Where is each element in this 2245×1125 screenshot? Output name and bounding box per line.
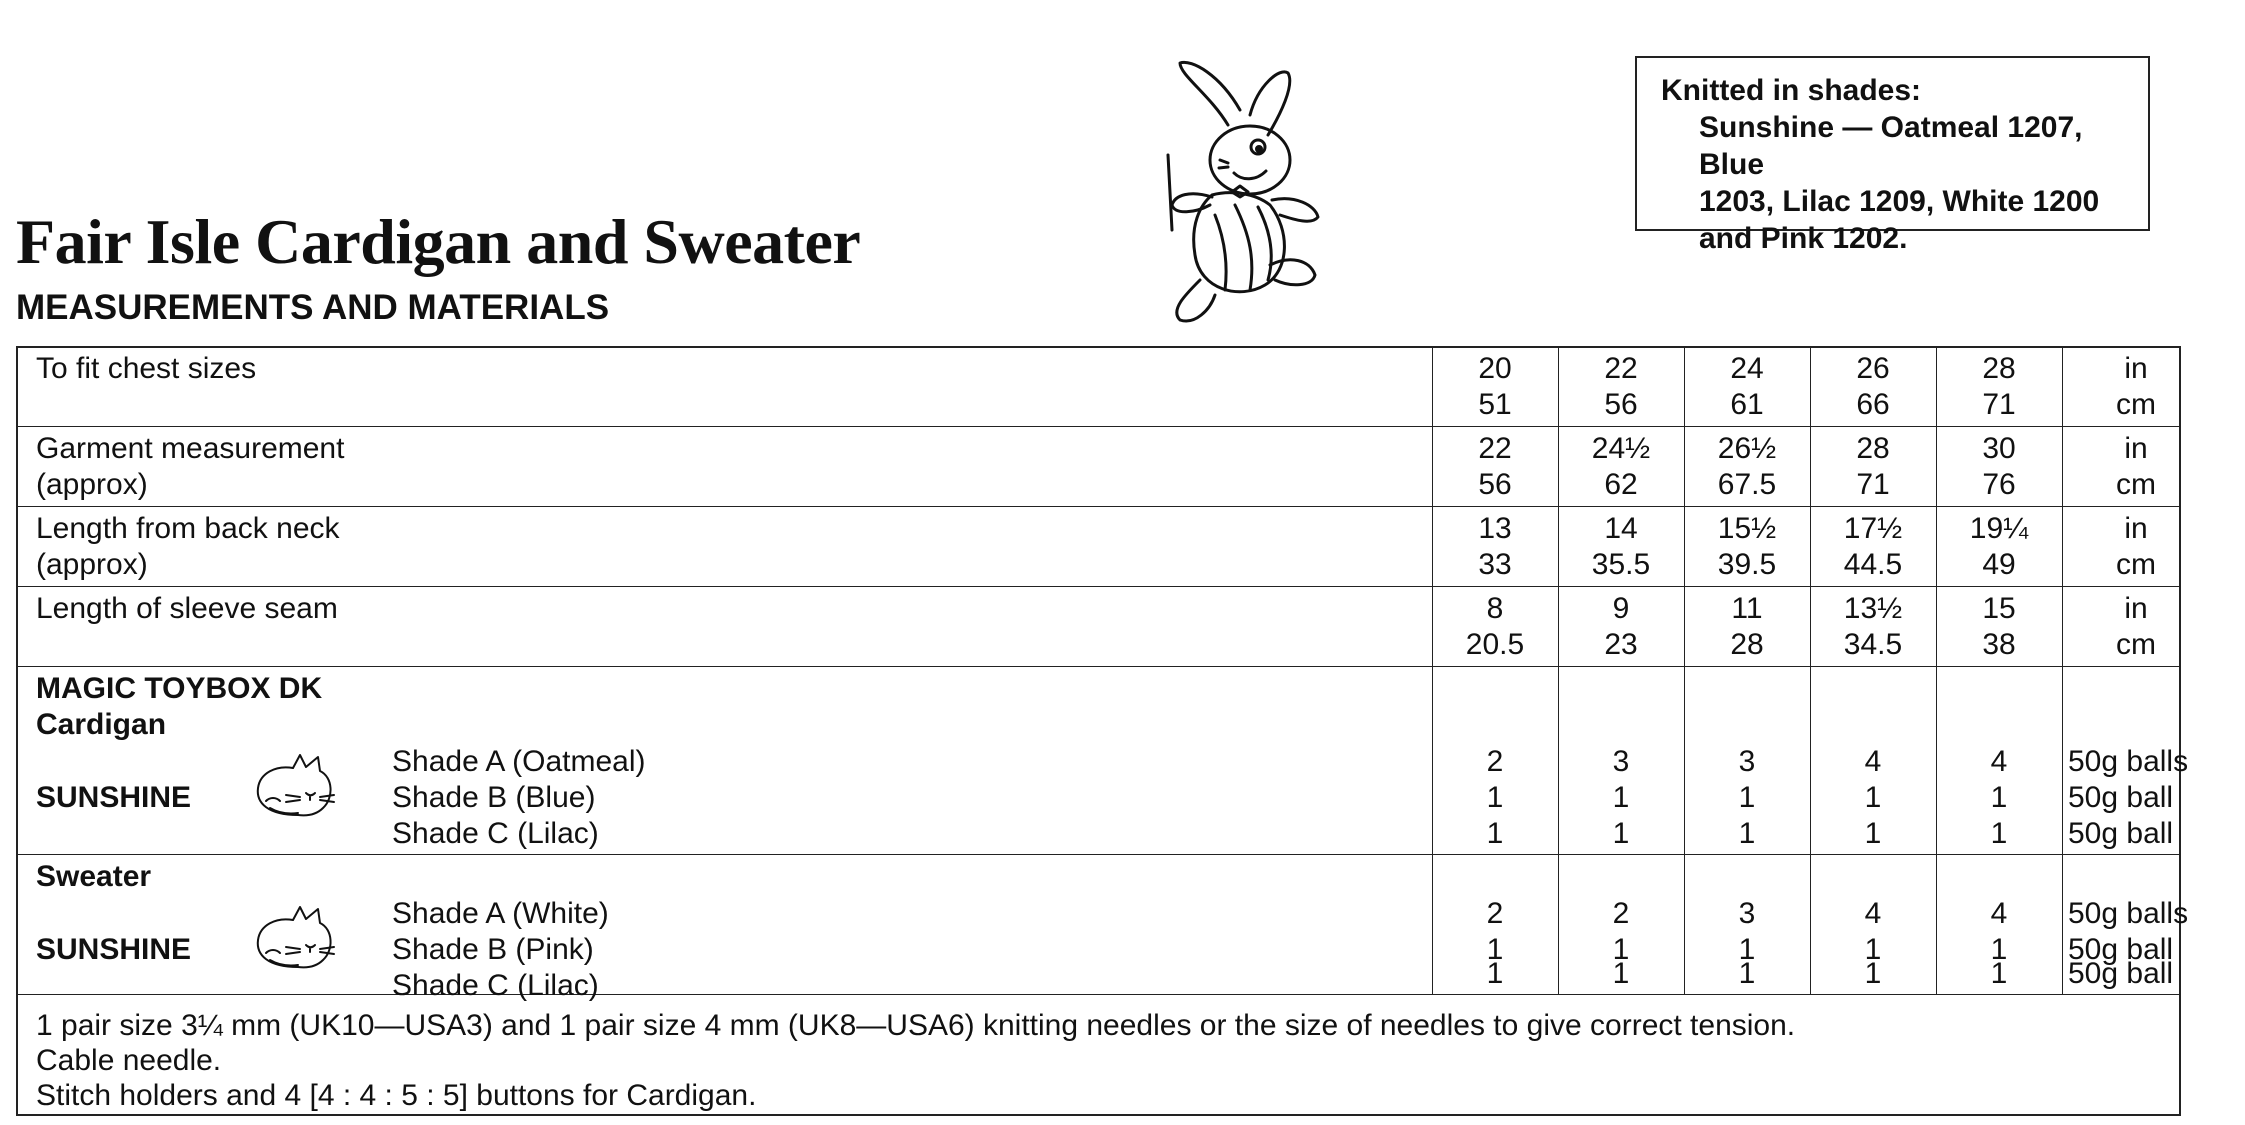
unit-label: cm	[2116, 468, 2156, 501]
row-label: Garment measurement	[36, 432, 345, 465]
shade-name: Shade A (White)	[392, 897, 609, 930]
page-title: Fair Isle Cardigan and Sweater	[16, 206, 861, 277]
size-value: 26	[1856, 352, 1890, 385]
shade-name: Shade B (Pink)	[392, 933, 594, 966]
size-value: 15	[1982, 592, 2016, 625]
ball-count: 1	[1864, 781, 1882, 814]
unit-label: cm	[2116, 628, 2156, 661]
ball-count: 1	[1738, 957, 1756, 990]
ball-count: 2	[1486, 897, 1504, 930]
shades-line: and Pink 1202.	[1699, 222, 1908, 255]
ball-count: 1	[1612, 817, 1630, 850]
brand-label: SUNSHINE	[36, 781, 192, 814]
shade-name: Shade C (Lilac)	[392, 817, 599, 850]
size-value: 20	[1478, 352, 1512, 385]
size-value: 9	[1612, 592, 1630, 625]
size-value: 67.5	[1717, 468, 1777, 501]
ball-count: 1	[1990, 781, 2008, 814]
shades-heading: Knitted in shades:	[1661, 74, 1922, 107]
size-value: 38	[1982, 628, 2016, 661]
size-value: 28	[1856, 432, 1890, 465]
size-value: 14	[1604, 512, 1638, 545]
shades-line: Sunshine — Oatmeal 1207, Blue	[1699, 111, 2083, 181]
size-value: 35.5	[1591, 548, 1651, 581]
row-label-note: (approx)	[36, 468, 148, 501]
shades-line: 1203, Lilac 1209, White 1200	[1699, 185, 2100, 218]
size-value: 34.5	[1843, 628, 1903, 661]
size-value: 56	[1478, 468, 1512, 501]
shades-list	[1661, 109, 2124, 257]
ball-count: 2	[1486, 745, 1504, 778]
row-label: To fit chest sizes	[36, 352, 257, 385]
size-value: 28	[1982, 352, 2016, 385]
ball-count: 2	[1612, 897, 1630, 930]
materials-notes	[36, 1008, 1795, 1113]
size-value: 22	[1604, 352, 1638, 385]
size-value: 24	[1730, 352, 1764, 385]
size-value: 44.5	[1843, 548, 1903, 581]
size-value: 24½	[1591, 432, 1651, 465]
size-value: 66	[1856, 388, 1890, 421]
row-divider	[18, 854, 2179, 855]
page-subtitle: MEASUREMENTS AND MATERIALS	[16, 288, 610, 327]
ball-count: 1	[1612, 781, 1630, 814]
size-value: 23	[1604, 628, 1638, 661]
shade-name: Shade A (Oatmeal)	[392, 745, 646, 778]
measurements-table	[16, 346, 2189, 1116]
size-value: 51	[1478, 388, 1512, 421]
ball-unit: 50g balls	[2068, 897, 2189, 930]
ball-count: 1	[1990, 933, 2008, 966]
cat-icon	[248, 905, 348, 975]
brand-label: SUNSHINE	[36, 933, 192, 966]
buttons-note: Stitch holders and 4 [4 : 4 : 5 : 5] buttons for Cardigan.	[36, 1079, 757, 1112]
sweater-label: Sweater	[36, 860, 152, 893]
row-label: Length of sleeve seam	[36, 592, 338, 625]
unit-label: in	[2124, 432, 2148, 465]
size-value: 26½	[1717, 432, 1777, 465]
size-value: 22	[1478, 432, 1512, 465]
unit-label: in	[2124, 512, 2148, 545]
size-value: 20.5	[1465, 628, 1525, 661]
size-value: 62	[1604, 468, 1638, 501]
ball-count: 3	[1738, 897, 1756, 930]
ball-count: 1	[1990, 817, 2008, 850]
ball-unit: 50g ball	[2068, 957, 2174, 990]
shade-name: Shade C (Lilac)	[392, 969, 599, 1002]
size-value: 17½	[1843, 512, 1903, 545]
row-divider	[18, 666, 2179, 667]
ball-count: 4	[1990, 745, 2008, 778]
ball-count: 1	[1864, 957, 1882, 990]
size-value: 13½	[1843, 592, 1903, 625]
size-value: 15½	[1717, 512, 1777, 545]
size-value: 39.5	[1717, 548, 1777, 581]
row-divider	[18, 426, 2179, 427]
unit-label: in	[2124, 592, 2148, 625]
ball-count: 4	[1864, 897, 1882, 930]
size-value: 56	[1604, 388, 1638, 421]
ball-count: 4	[1864, 745, 1882, 778]
row-divider	[18, 994, 2179, 995]
unit-label: cm	[2116, 548, 2156, 581]
row-label: Length from back neck	[36, 512, 340, 545]
ball-count: 1	[1486, 957, 1504, 990]
size-value: 11	[1731, 592, 1763, 625]
size-value: 19¼	[1969, 512, 2029, 545]
ball-count: 1	[1738, 817, 1756, 850]
ball-unit: 50g ball	[2068, 817, 2174, 850]
ball-count: 4	[1990, 897, 2008, 930]
ball-count: 1	[1864, 933, 1882, 966]
size-value: 49	[1982, 548, 2016, 581]
ball-count: 1	[1738, 781, 1756, 814]
size-value: 8	[1486, 592, 1504, 625]
row-divider	[18, 506, 2179, 507]
yarn-heading: MAGIC TOYBOX DK	[36, 672, 323, 705]
ball-count: 1	[1990, 957, 2008, 990]
ball-count: 1	[1738, 933, 1756, 966]
row-divider	[18, 586, 2179, 587]
ball-count: 1	[1486, 781, 1504, 814]
unit-label: in	[2124, 352, 2148, 385]
ball-count: 1	[1486, 933, 1504, 966]
rabbit-illustration	[1140, 55, 1370, 345]
size-value: 30	[1982, 432, 2016, 465]
size-value: 33	[1478, 548, 1512, 581]
ball-unit: 50g ball	[2068, 781, 2174, 814]
size-value: 61	[1730, 388, 1764, 421]
cat-icon	[248, 753, 348, 823]
size-value: 28	[1730, 628, 1764, 661]
needles-note: 1 pair size 3¼ mm (UK10—USA3) and 1 pair size 4 mm (UK8—USA6) knitting needles or the size of needles to give correct tension.	[36, 1009, 1796, 1042]
row-label-note: (approx)	[36, 548, 148, 581]
ball-count: 1	[1486, 817, 1504, 850]
shade-name: Shade B (Blue)	[392, 781, 596, 814]
size-value: 76	[1982, 468, 2016, 501]
ball-unit: 50g ball	[2068, 933, 2174, 966]
ball-count: 3	[1738, 745, 1756, 778]
size-value: 71	[1856, 468, 1890, 501]
ball-count: 3	[1612, 745, 1630, 778]
shades-box	[1635, 56, 2150, 255]
ball-count: 1	[1864, 817, 1882, 850]
ball-unit: 50g balls	[2068, 745, 2189, 778]
size-value: 13	[1478, 512, 1512, 545]
ball-count: 1	[1612, 933, 1630, 966]
ball-count: 1	[1612, 957, 1630, 990]
unit-label: cm	[2116, 388, 2156, 421]
size-value: 71	[1982, 388, 2016, 421]
cardigan-label: Cardigan	[36, 708, 167, 741]
cable-needle-note: Cable needle.	[36, 1044, 222, 1077]
